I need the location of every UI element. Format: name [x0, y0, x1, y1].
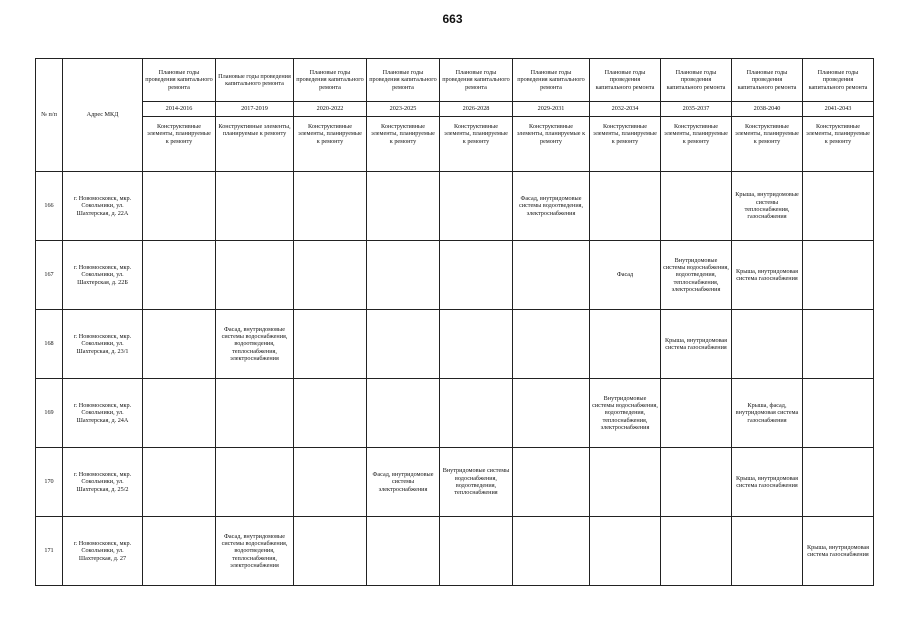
repair-cell: [440, 517, 513, 586]
repair-schedule-table: [35, 58, 874, 586]
repair-cell: [143, 517, 216, 586]
repair-cell: [294, 241, 367, 310]
planned-years-header: Плановые годы проведения капитального ремонта: [143, 59, 216, 102]
repair-cell: Фасад, внутридомовые системы водоснабжения, водоотведения, теплоснабжения, электроснабжения: [216, 517, 294, 586]
repair-cell: [732, 310, 803, 379]
repair-cell: [590, 448, 661, 517]
repair-cell: Крыша, внутридомовая система газоснабжения: [732, 241, 803, 310]
repair-cell: [216, 379, 294, 448]
repair-cell: [440, 379, 513, 448]
repair-cell: [216, 241, 294, 310]
repair-cell: [803, 448, 874, 517]
repair-cell: [294, 448, 367, 517]
repair-cell: [143, 241, 216, 310]
column-header-num: № п/п: [36, 59, 63, 172]
repair-cell: Внутридомовые системы водоснабжения, водоотведения, теплоснабжения: [440, 448, 513, 517]
repair-cell: [367, 310, 440, 379]
table-row: [36, 241, 874, 310]
row-address: г. Новомосковск, мкр. Сокольники, ул. Шахтерская, д. 22Б: [63, 241, 143, 310]
repair-cell: Внутридомовые системы водоснабжения, водоотведения, теплоснабжения, электроснабжения: [661, 241, 732, 310]
table-row: [36, 310, 874, 379]
table-row: [36, 379, 874, 448]
period-header: 2035-2037: [661, 102, 732, 117]
period-header: 2020-2022: [294, 102, 367, 117]
repair-cell: Фасад: [590, 241, 661, 310]
repair-cell: [661, 172, 732, 241]
repair-cell: [732, 517, 803, 586]
repair-cell: [216, 172, 294, 241]
repair-cell: [440, 310, 513, 379]
elements-header: Конструктивные элементы, планируемые к ремонту: [367, 117, 440, 172]
planned-years-header: Плановые годы проведения капитального ремонта: [367, 59, 440, 102]
elements-header: Конструктивные элементы, планируемые к ремонту: [143, 117, 216, 172]
repair-cell: [590, 310, 661, 379]
planned-years-header: Плановые годы проведения капитального ремонта: [803, 59, 874, 102]
period-header: 2023-2025: [367, 102, 440, 117]
column-header-address: Адрес МКД: [63, 59, 143, 172]
repair-cell: [143, 310, 216, 379]
repair-cell: [513, 310, 590, 379]
table-row: [36, 448, 874, 517]
planned-years-header: Плановые годы проведения капитального ремонта: [294, 59, 367, 102]
elements-header: Конструктивные элементы, планируемые к ремонту: [294, 117, 367, 172]
row-number: 170: [36, 448, 63, 517]
repair-cell: [216, 448, 294, 517]
period-header: 2026-2028: [440, 102, 513, 117]
row-address: г. Новомосковск, мкр. Сокольники, ул. Шахтерская, д. 24А: [63, 379, 143, 448]
repair-cell: [513, 517, 590, 586]
elements-header: Конструктивные элементы, планируемые к ремонту: [513, 117, 590, 172]
repair-cell: [143, 172, 216, 241]
planned-years-header: Плановые годы проведения капитального ремонта: [513, 59, 590, 102]
row-number: 166: [36, 172, 63, 241]
table-row: [36, 172, 874, 241]
planned-years-header: Плановые годы проведения капитального ремонта: [590, 59, 661, 102]
repair-cell: [661, 379, 732, 448]
repair-cell: [143, 448, 216, 517]
repair-cell: [367, 517, 440, 586]
planned-years-header: Плановые годы проведения капитального ремонта: [732, 59, 803, 102]
repair-cell: [803, 310, 874, 379]
row-address: г. Новомосковск, мкр. Сокольники, ул. Шахтерская, д. 27: [63, 517, 143, 586]
repair-cell: Фасад, внутридомовые системы водоотведения, электроснабжения: [513, 172, 590, 241]
repair-cell: Крыша, внутридомовая система газоснабжения: [732, 448, 803, 517]
repair-cell: [590, 517, 661, 586]
repair-cell: [367, 379, 440, 448]
row-address: г. Новомосковск, мкр. Сокольники, ул. Шахтерская, д. 25/2: [63, 448, 143, 517]
repair-cell: Крыша, внутридомовые системы теплоснабжения, газоснабжения: [732, 172, 803, 241]
repair-cell: Крыша, внутридомовая система газоснабжения: [661, 310, 732, 379]
period-header: 2017-2019: [216, 102, 294, 117]
planned-years-header: Плановые годы проведения капитального ремонта: [661, 59, 732, 102]
repair-cell: [803, 172, 874, 241]
repair-cell: [661, 448, 732, 517]
elements-header: Конструктивные элементы, планируемые к ремонту: [440, 117, 513, 172]
repair-cell: [143, 379, 216, 448]
repair-cell: [294, 310, 367, 379]
repair-cell: [513, 379, 590, 448]
repair-cell: [803, 241, 874, 310]
planned-years-header: Плановые годы проведения капитального ремонта: [440, 59, 513, 102]
row-number: 167: [36, 241, 63, 310]
repair-cell: [294, 172, 367, 241]
repair-cell: [440, 172, 513, 241]
planned-years-header: Плановые годы проведения капитального ремонта: [216, 59, 294, 102]
period-header: 2041-2043: [803, 102, 874, 117]
repair-cell: [294, 379, 367, 448]
repair-cell: [440, 241, 513, 310]
repair-cell: [661, 517, 732, 586]
repair-cell: [294, 517, 367, 586]
elements-header: Конструктивные элементы, планируемые к ремонту: [732, 117, 803, 172]
repair-cell: [367, 172, 440, 241]
period-header: 2038-2040: [732, 102, 803, 117]
page-number: 663: [442, 12, 463, 26]
row-address: г. Новомосковск, мкр. Сокольники, ул. Шахтерская, д. 23/1: [63, 310, 143, 379]
repair-cell: [803, 379, 874, 448]
elements-header: Конструктивные элементы, планируемые к ремонту: [661, 117, 732, 172]
row-number: 169: [36, 379, 63, 448]
table-row: [36, 517, 874, 586]
repair-cell: Крыша, фасад, внутридомовая система газоснабжения: [732, 379, 803, 448]
period-header: 2029-2031: [513, 102, 590, 117]
elements-header: Конструктивные элементы, планируемые к ремонту: [590, 117, 661, 172]
row-number: 171: [36, 517, 63, 586]
row-number: 168: [36, 310, 63, 379]
period-header: 2014-2016: [143, 102, 216, 117]
row-address: г. Новомосковск, мкр. Сокольники, ул. Шахтерская, д. 22А: [63, 172, 143, 241]
period-header: 2032-2034: [590, 102, 661, 117]
repair-cell: [513, 448, 590, 517]
repair-cell: Крыша, внутридомовая система газоснабжения: [803, 517, 874, 586]
elements-header: Конструктивные элементы, планируемые к ремонту: [216, 117, 294, 172]
repair-cell: Фасад, внутридомовые системы электроснабжения: [367, 448, 440, 517]
repair-cell: [590, 172, 661, 241]
repair-cell: Фасад, внутридомовые системы водоснабжения, водоотведения, теплоснабжения, электроснабжения: [216, 310, 294, 379]
repair-cell: Внутридомовые системы водоснабжения, водоотведения, теплоснабжения, электроснабжения: [590, 379, 661, 448]
repair-cell: [513, 241, 590, 310]
elements-header: Конструктивные элементы, планируемые к ремонту: [803, 117, 874, 172]
repair-cell: [367, 241, 440, 310]
